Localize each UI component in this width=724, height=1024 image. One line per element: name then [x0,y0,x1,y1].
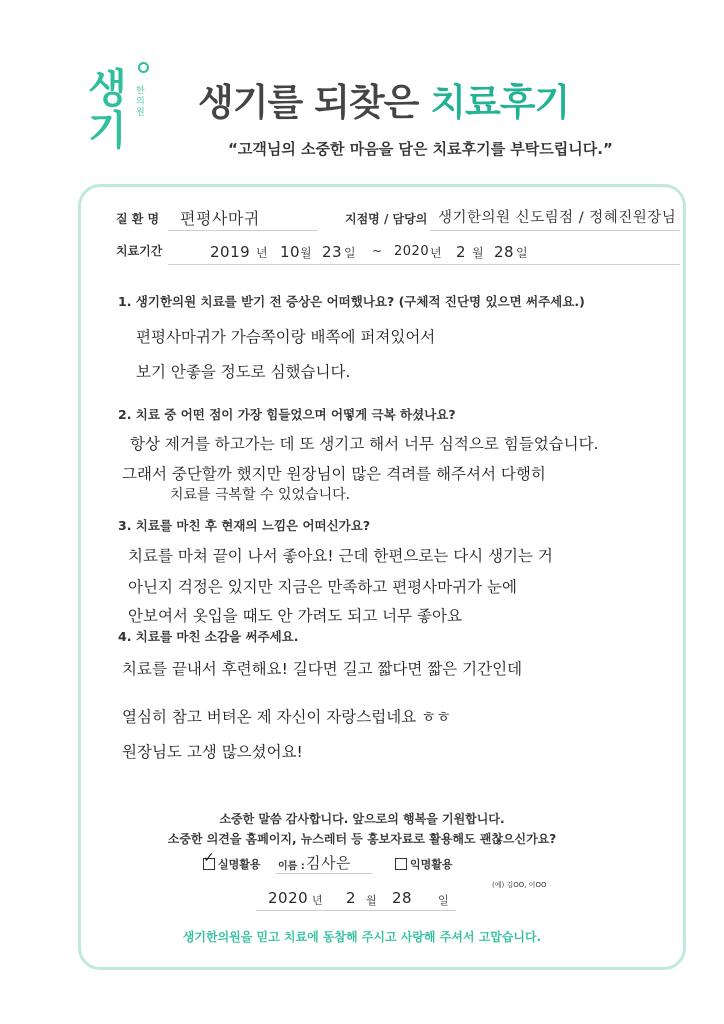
name-label: 이름 : [278,861,305,872]
answer-4-line-1: 치료를 끝내서 후련해요! 길다면 길고 짧다면 짧은 기간인데 [122,660,523,678]
branch-label: 지점명 / 담당의 [345,212,428,226]
period-label: 치료기간 [116,244,163,258]
disease-underline [168,230,318,231]
answer-1-line-1: 편평사마귀가 가슴쪽이랑 배쪽에 퍼져있어서 [136,328,436,346]
date-year: 2020 [268,889,309,907]
name-value: 김사은 [306,854,351,872]
disease-label: 질 환 명 [116,212,160,226]
period-month-unit: 월 [300,246,312,260]
date-day-unit: 일 [438,894,449,907]
footer-consent-question: 소중한 의견을 홈페이지, 뉴스레터 등 홍보자료로 활용해도 괜찮으신가요? [167,832,557,846]
footer-thanks-line: 소중한 말씀 감사합니다. 앞으로의 행복을 기원합니다. [219,812,505,826]
period-start-day: 23 [322,243,343,261]
answer-4-line-2: 열심히 참고 버텨온 제 자신이 자랑스럽네요 ㅎㅎ [122,708,452,726]
branch-underline [430,230,680,231]
disease-value: 편평사마귀 [180,209,260,228]
logo-dot-icon [138,62,149,73]
period-start-year: 2019 [210,243,251,261]
period-underline [168,264,680,265]
period-day-unit: 일 [344,246,356,260]
question-1: 1. 생기한의원 치료를 받기 전 증상은 어떠했나요? (구체적 진단명 있으면 써주세요.) [118,294,585,309]
question-3: 3. 치료를 마친 후 현재의 느낌은 어떠신가요? [118,518,371,533]
answer-4-line-3: 원장님도 고생 많으셨어요! [122,743,303,761]
answer-3-line-2: 아닌지 걱정은 있지만 지금은 만족하고 편평사마귀가 눈에 [128,578,517,596]
name-underline [276,873,372,874]
period-end-month-unit: 월 [472,246,484,260]
real-name-checkbox[interactable] [203,858,213,868]
checkbox-empty-icon [395,858,407,870]
date-underline [256,910,456,911]
period-start-month: 10 [280,243,301,261]
date-month: 2 [346,889,357,907]
period-end-day-unit: 일 [516,246,528,260]
period-year-unit: 년 [256,246,268,260]
check-icon [203,858,215,870]
answer-2-line-1: 항상 제거를 하고가는 데 또 생기고 해서 너무 심적으로 힘들었습니다. [130,435,599,453]
anonymous-label: 익명활용 [410,858,453,871]
date-year-unit: 년 [312,894,323,907]
period-end-day: 28 [494,243,515,261]
title-part-2: 치료후기 [430,81,570,124]
date-day: 28 [392,889,413,907]
period-end-month: 2 [456,243,467,261]
real-name-label: 실명활용 [218,858,261,871]
branch-value: 생기한의원 신도림점 / 정혜진원장님 [438,210,677,226]
question-4: 4. 치료를 마친 소감을 써주세요. [118,629,299,644]
page-subtitle: “고객님의 소중한 마음을 담은 치료후기를 부탁드립니다.” [228,140,613,158]
question-2: 2. 치료 중 어떤 점이 가장 힘들었으며 어떻게 극복 하셨나요? [118,407,456,422]
page-title [198,72,569,126]
period-tilde: ~ [372,244,383,258]
period-end-year: 2020 [394,244,430,259]
answer-1-line-2: 보기 안좋을 정도로 심했습니다. [136,363,351,381]
name-example: (예) 김OO, 이OO [492,881,547,889]
title-part-1: 생기를 되찾은 [198,81,431,124]
answer-2-line-2: 그래서 중단할까 했지만 원장님이 많은 격려를 해주셔서 다행히 [122,465,546,483]
logo [88,68,132,152]
answer-2-line-3: 치료를 극복할 수 있었습니다. [170,487,351,503]
anonymous-checkbox[interactable] [395,858,405,868]
period-end-year-unit: 년 [430,246,442,260]
date-month-unit: 월 [366,894,377,907]
answer-3-line-3: 안보여서 옷입을 때도 안 가려도 되고 너무 좋아요 [128,607,462,625]
closing-thanks: 생기한의원을 믿고 치료에 동참해 주시고 사랑해 주셔서 고맙습니다. [182,930,542,944]
logo-subtext: 한의원 [136,86,145,118]
logo-text: 생기 [88,66,127,154]
answer-3-line-1: 치료를 마쳐 끝이 나서 좋아요! 근데 한편으로는 다시 생기는 거 [128,547,553,565]
